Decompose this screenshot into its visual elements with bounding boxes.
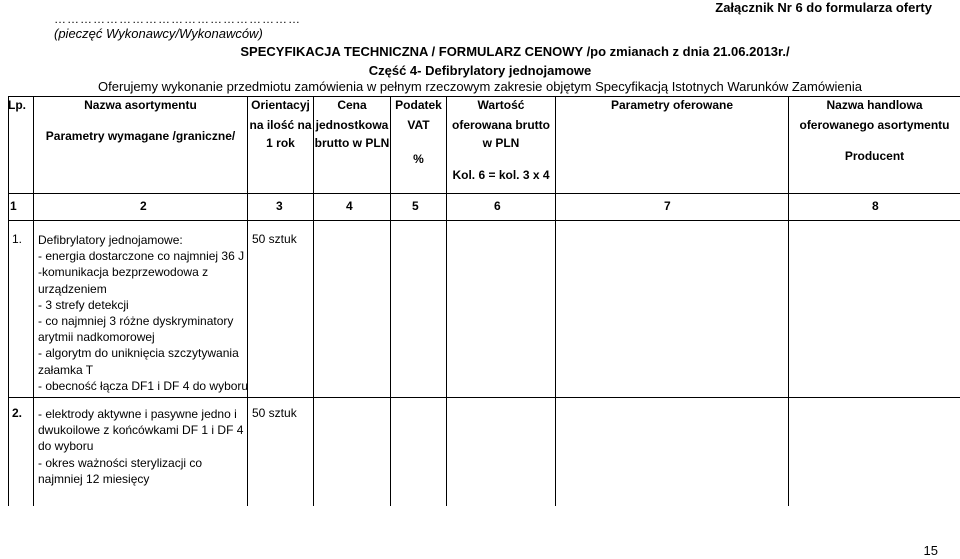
row-description-line: -komunikacja bezprzewodowa z (38, 265, 209, 280)
row-description-line: - elektrody aktywne i pasywne jedno i (38, 407, 237, 421)
page-number: 15 (923, 543, 938, 558)
header-quantity-2: na ilość na (249, 118, 312, 132)
row-description-line: - co najmniej 3 różne dyskryminatory (38, 314, 234, 329)
row-description (38, 232, 250, 394)
row-description-line: urządzeniem (38, 281, 107, 296)
contractor-stamp-label: (pieczęć Wykonawcy/Wykonawców) (54, 26, 263, 41)
stamp-dots: ………………………………………………… (54, 12, 301, 26)
row-description-line: - okres ważności sterylizacji co (38, 455, 203, 470)
row-description (38, 406, 250, 487)
header-trade-name-2: oferowanego asortymentu (799, 118, 950, 132)
annex-title: Załącznik Nr 6 do formularza oferty (715, 0, 932, 15)
row-description-line: dwukoilowe z końcówkami DF 1 i DF 4 (38, 423, 244, 438)
header-value-2: oferowana brutto (452, 118, 550, 132)
col-number-2: 2 (140, 199, 147, 213)
col-number-6: 6 (494, 199, 501, 213)
row-quantity: 50 sztuk (252, 406, 297, 420)
header-value-formula: Kol. 6 = kol. 3 x 4 (452, 168, 550, 182)
spec-title: SPECYFIKACJA TECHNICZNA / FORMULARZ CENOWY /po zmianach z dnia 21.06.2013r./ (240, 44, 790, 59)
row-description-title: Defibrylatory jednojamowe: (38, 233, 183, 247)
header-value-3: w PLN (482, 136, 520, 150)
row-description-line: najmniej 12 miesięcy (38, 471, 150, 486)
col-number-7: 7 (664, 199, 671, 213)
header-name: Nazwa asortymentu (84, 98, 197, 112)
header-vat-1: Podatek (395, 98, 442, 112)
row-lp: 2. (12, 406, 23, 420)
row-description-line: do wyboru (38, 439, 94, 454)
row-description-line: - algorytm do uniknięcia szczytywania (38, 346, 239, 361)
header-price-1: Cena (337, 98, 367, 112)
header-price-2: jednostkowa (315, 118, 389, 132)
col-number-1: 1 (10, 199, 17, 213)
row-description-line: załamka T (38, 362, 94, 377)
header-producent: Producent (844, 149, 905, 163)
header-offered-params: Parametry oferowane (610, 98, 734, 112)
row-description-line: arytmii nadkomorowej (38, 330, 155, 345)
col-number-8: 8 (872, 199, 879, 213)
header-quantity-1: Orientacyj (251, 98, 310, 112)
row-description-line: - 3 strefy detekcji (38, 297, 129, 312)
offer-statement: Oferujemy wykonanie przedmiotu zamówienia w pełnym rzeczowym zakresie objętym Specyfikacją Istotnych Warunków Zamówienia (98, 79, 862, 94)
col-number-3: 3 (276, 199, 283, 213)
header-quantity-3: 1 rok (266, 136, 295, 150)
header-value-1: Wartość (477, 98, 525, 112)
header-vat-2: VAT (407, 118, 430, 132)
row-lp: 1. (12, 232, 23, 246)
header-vat-3: % (413, 152, 424, 166)
header-trade-name-1: Nazwa handlowa (826, 98, 923, 112)
col-number-4: 4 (346, 199, 353, 213)
part-title: Część 4- Defibrylatory jednojamowe (368, 63, 592, 78)
row-description-line: - energia dostarczone co najmniej 36 J (38, 249, 245, 264)
row-quantity: 50 sztuk (252, 232, 297, 246)
header-required-params: Parametry wymagane /graniczne/ (45, 129, 236, 143)
header-price-3: brutto w PLN (314, 136, 390, 150)
row-description-line: - obecność łącza DF1 i DF 4 do wyboru (38, 378, 249, 393)
header-lp: Lp. (8, 98, 26, 112)
col-number-5: 5 (412, 199, 419, 213)
